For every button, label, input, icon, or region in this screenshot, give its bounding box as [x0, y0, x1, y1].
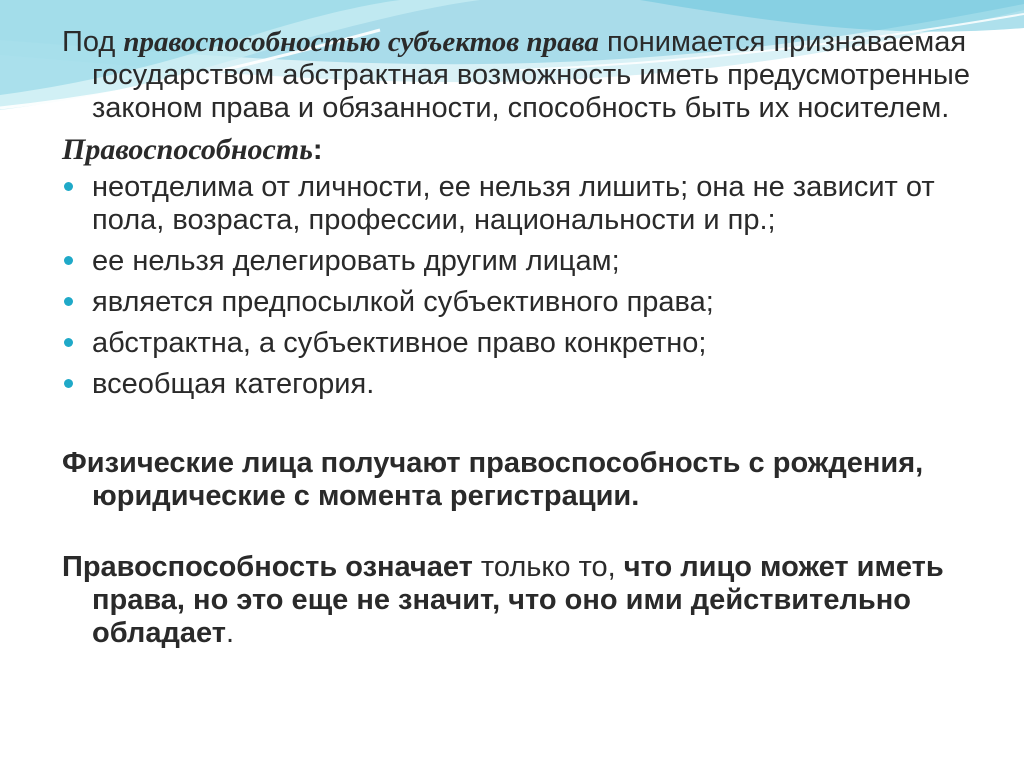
spacer [62, 513, 992, 551]
statement-physical-legal: Физические лица получают правоспособность с рождения, юридические с момента регистрации. [62, 447, 924, 512]
heading-term: Правоспособность [62, 133, 313, 166]
list-item-text: всеобщая категория. [92, 368, 375, 400]
list-item [62, 286, 992, 319]
definition-rest: понимается признаваемая государством абстрактная возможность иметь предусмотренные законом права и обязанности, способность быть их носителем. [92, 26, 970, 124]
heading-colon: : [312, 134, 323, 166]
list-item-text: абстрактна, а субъективное право конкретно; [92, 327, 707, 359]
bullet-icon [64, 256, 73, 265]
list-item [62, 327, 992, 360]
statement-meaning [62, 551, 992, 650]
bullet-icon [64, 379, 73, 388]
spacer [62, 409, 992, 447]
list-item [62, 245, 992, 278]
bullet-icon [64, 338, 73, 347]
definition-prefix: Под [62, 26, 124, 58]
statement-middle: только то, [472, 551, 624, 583]
slide-content [62, 26, 992, 650]
bullet-icon [64, 297, 73, 306]
bullet-icon [64, 182, 73, 191]
list-item [62, 171, 992, 237]
statement-bold-end: что лицо может иметь права, но это еще не значит, что оно ими действительно обладает [92, 551, 944, 649]
list-item [62, 368, 992, 401]
properties-list [62, 171, 992, 401]
list-item-text: ее нельзя делегировать другим лицам; [92, 245, 620, 277]
section-heading [62, 133, 992, 167]
statement-end: . [225, 617, 235, 649]
list-item-text: является предпосылкой субъективного права; [92, 286, 714, 318]
list-item-text: неотделима от личности, ее нельзя лишить; она не зависит от пола, возраста, профессии, национальности и пр.; [92, 171, 935, 236]
definition-term: правоспособностью субъектов права [123, 26, 599, 58]
definition-paragraph [62, 26, 992, 125]
statement-bold-start: Правоспособность означает [62, 551, 473, 583]
